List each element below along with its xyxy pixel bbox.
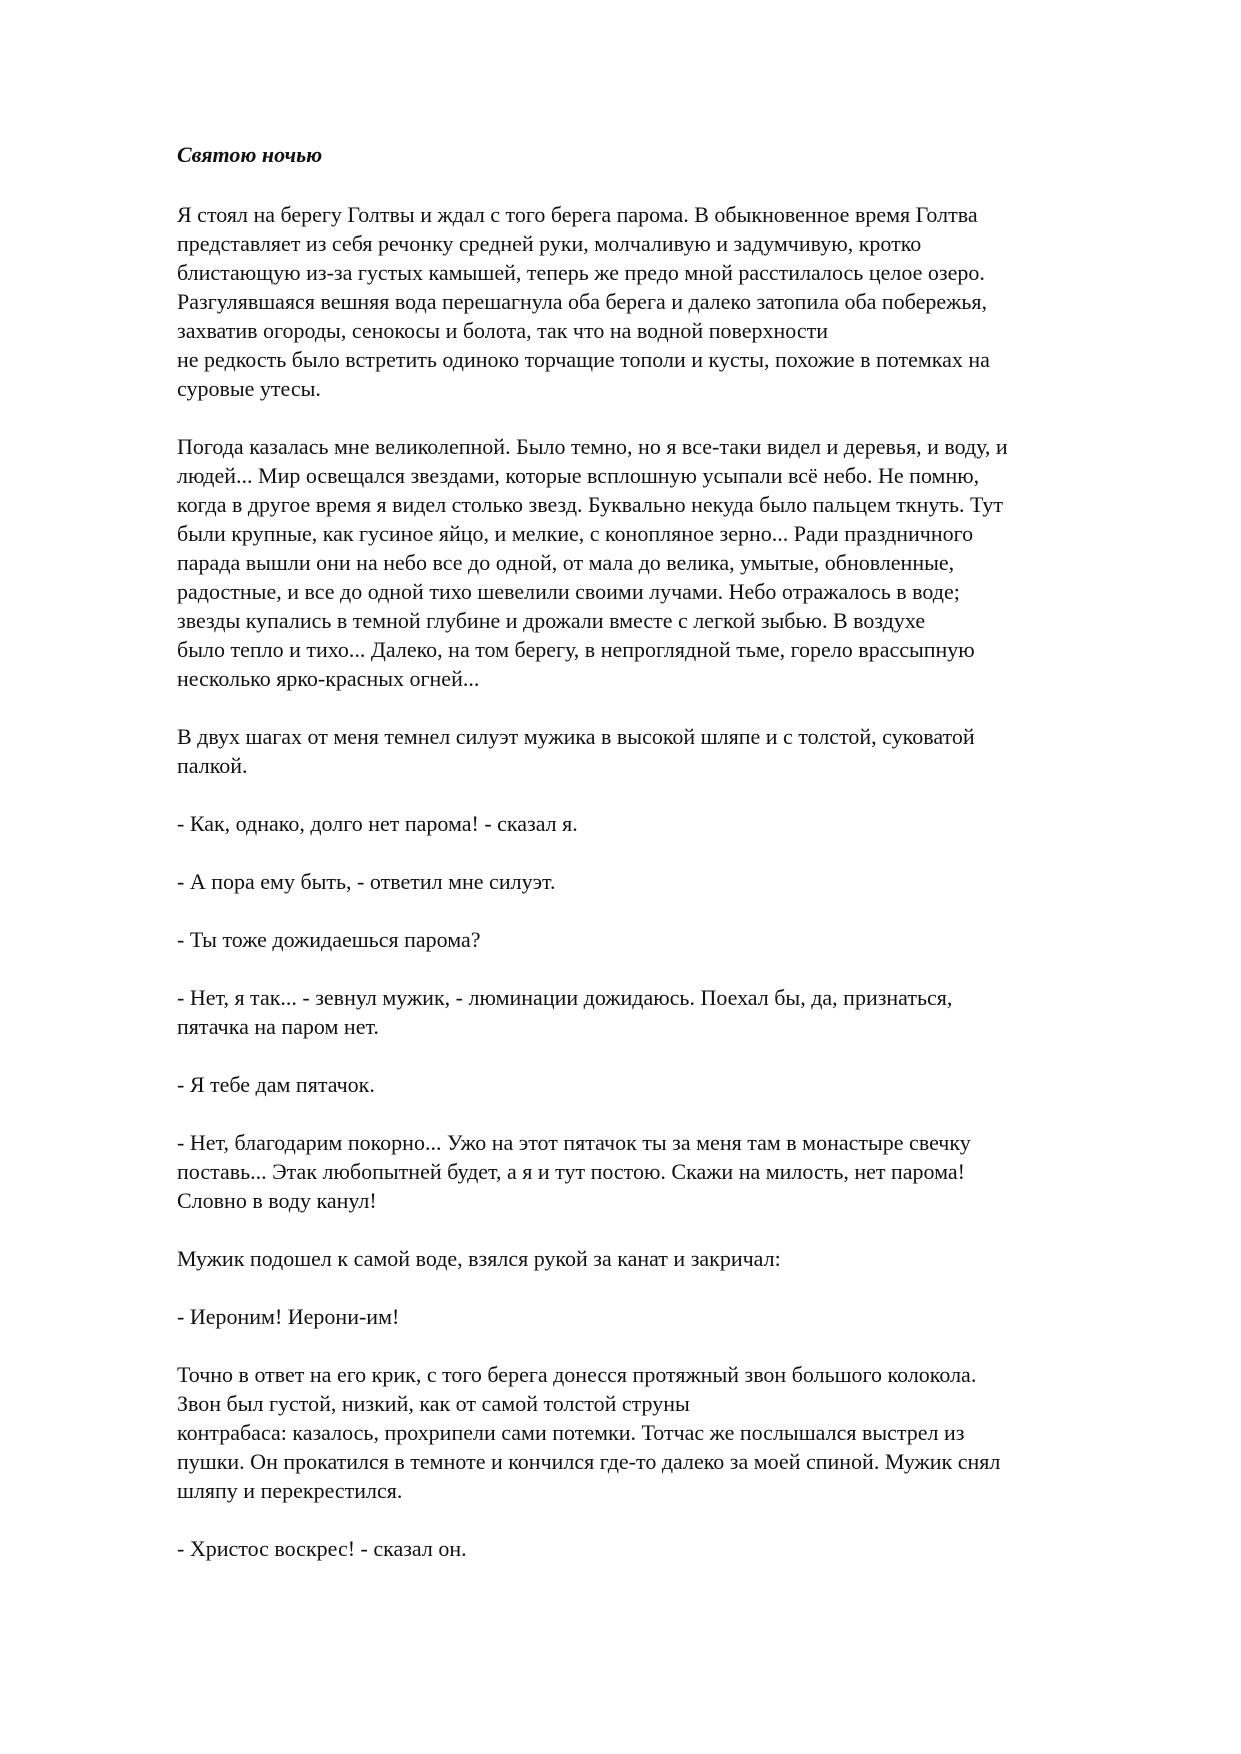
text-line: было тепло и тихо... Далеко, на том берегу, в непроглядной тьме, горело врассыпную	[177, 637, 975, 662]
text-line: шляпу и перекрестился.	[177, 1478, 403, 1503]
text-line: поставь... Этак любопытней будет, а я и тут постою. Скажи на милость, нет парома!	[177, 1159, 966, 1184]
text-line: Я стоял на берегу Голтвы и ждал с того берега парома. В обыкновенное время Голтва	[177, 202, 978, 227]
text-line: радостные, и все до одной тихо шевелили своими лучами. Небо отражалось в воде;	[177, 579, 960, 604]
paragraph	[177, 722, 1147, 780]
text-line: суровые утесы.	[177, 376, 321, 401]
paragraph	[177, 1360, 1147, 1505]
text-line: когда в другое время я видел столько звезд. Буквально некуда было пальцем ткнуть. Тут	[177, 492, 1003, 517]
paragraph	[177, 200, 1147, 403]
text-line: - Нет, благодарим покорно... Ужо на этот пятачок ты за меня там в монастыре свечку	[177, 1130, 971, 1155]
text-line: были крупные, как гусиное яйцо, и мелкие, с конопляное зерно... Ради праздничного	[177, 521, 974, 546]
paragraph	[177, 1070, 1147, 1099]
text-line: - Ты тоже дожидаешься парома?	[177, 927, 481, 952]
text-line: Звон был густой, низкий, как от самой толстой струны	[177, 1391, 690, 1416]
text-line: контрабаса: казалось, прохрипели сами потемки. Тотчас же послышался выстрел из	[177, 1420, 965, 1445]
document-body	[177, 200, 1147, 1592]
paragraph	[177, 1128, 1147, 1215]
paragraph	[177, 809, 1147, 838]
paragraph	[177, 925, 1147, 954]
text-line: блистающую из-за густых камышей, теперь же предо мной расстилалось целое озеро.	[177, 260, 985, 285]
text-line: - Я тебе дам пятачок.	[177, 1072, 375, 1097]
document-title: Святою ночью	[177, 142, 323, 167]
text-line: звезды купались в темной глубине и дрожали вместе с легкой зыбью. В воздухе	[177, 608, 926, 633]
text-line: В двух шагах от меня темнел силуэт мужика в высокой шляпе и с толстой, суковатой	[177, 724, 975, 749]
text-line: - Как, однако, долго нет парома! - сказал я.	[177, 811, 578, 836]
text-line: Погода казалась мне великолепной. Было темно, но я все-таки видел и деревья, и воду, и	[177, 434, 1008, 459]
text-line: пушки. Он прокатился в темноте и кончился где-то далеко за моей спиной. Мужик снял	[177, 1449, 1001, 1474]
text-line: - А пора ему быть, - ответил мне силуэт.	[177, 869, 556, 894]
text-line: Мужик подошел к самой воде, взялся рукой за канат и закричал:	[177, 1246, 781, 1271]
text-line: парада вышли они на небо все до одной, от мала до велика, умытые, обновленные,	[177, 550, 955, 575]
paragraph	[177, 867, 1147, 896]
paragraph	[177, 1302, 1147, 1331]
text-line: не редкость было встретить одиноко торчащие тополи и кусты, похожие в потемках на	[177, 347, 990, 372]
text-line: несколько ярко-красных огней...	[177, 666, 480, 691]
text-line: захватив огороды, сенокосы и болота, так что на водной поверхности	[177, 318, 828, 343]
text-line: Словно в воду канул!	[177, 1188, 377, 1213]
text-line: - Христос воскрес! - сказал он.	[177, 1536, 467, 1561]
text-line: Точно в ответ на его крик, с того берега донесся протяжный звон большого колокола.	[177, 1362, 977, 1387]
text-line: палкой.	[177, 753, 248, 778]
paragraph	[177, 983, 1147, 1041]
text-line: - Нет, я так... - зевнул мужик, - люминации дожидаюсь. Поехал бы, да, признаться,	[177, 985, 953, 1010]
text-line: - Иероним! Иерони-им!	[177, 1304, 400, 1329]
text-line: пятачка на паром нет.	[177, 1014, 379, 1039]
text-line: людей... Мир освещался звездами, которые всплошную усыпали всё небо. Не помню,	[177, 463, 980, 488]
paragraph	[177, 1534, 1147, 1563]
text-line: Разгулявшаяся вешняя вода перешагнула оба берега и далеко затопила оба побережья,	[177, 289, 987, 314]
text-line: представляет из себя речонку средней руки, молчаливую и задумчивую, кротко	[177, 231, 922, 256]
paragraph	[177, 432, 1147, 693]
paragraph	[177, 1244, 1147, 1273]
